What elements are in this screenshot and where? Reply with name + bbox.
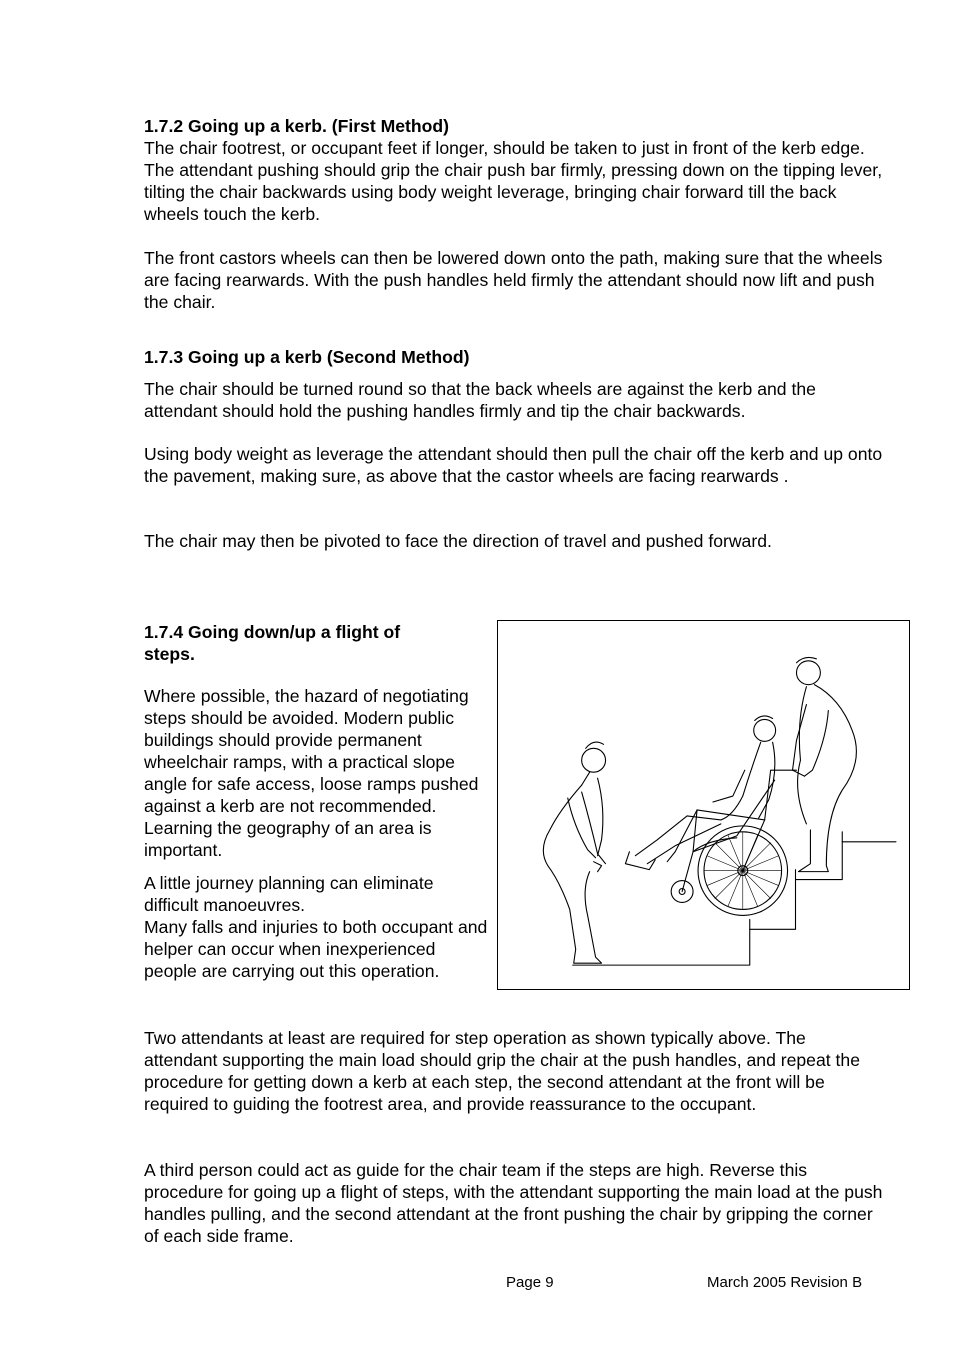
wheelchair-steps-illustration — [497, 620, 910, 990]
section-1-7-3-paragraph-3: The chair may then be pivoted to face the direction of travel and pushed forward. — [144, 531, 772, 551]
section-1-7-4-paragraph-2a: A little journey planning can eliminate difficult manoeuvres. — [144, 873, 434, 915]
section-1-7-4-paragraph-2b: Many falls and injuries to both occupant and helper can occur when inexperienced people are carrying out this operation. — [144, 917, 488, 981]
section-1-7-3-paragraph-1: The chair should be turned round so that the back wheels are against the kerb and the attendant should hold the pushing handles firmly and tip the chair backwards. — [144, 379, 816, 421]
section-1-7-4-heading: 1.7.4 Going down/up a flight of steps. — [144, 622, 401, 664]
section-1-7-3-heading: 1.7.3 Going up a kerb (Second Method) — [144, 347, 470, 367]
steps-outline — [573, 832, 896, 965]
wheelchair-figure — [667, 770, 796, 915]
section-1-7-4-paragraph-4: A third person could act as guide for the chair team if the steps are high. Reverse this procedure for going up a flight of steps, with the attendant supporting the main load at the push handles pulling, and the second attendant at the front pushing the chair by gripping the corner of each side frame. — [144, 1160, 883, 1246]
page-number: Page 9 — [506, 1274, 554, 1291]
section-1-7-3-paragraph-2: Using body weight as leverage the attendant should then pull the chair off the kerb and up onto the pavement, making sure, as above that the castor wheels are facing rearwards . — [144, 444, 883, 486]
section-1-7-2-heading: 1.7.2 Going up a kerb. (First Method) — [144, 116, 449, 136]
section-1-7-2-paragraph-2: The front castors wheels can then be lowered down onto the path, making sure that the wheels are facing rearwards. With the push handles held firmly the attendant should now lift and push the chair. — [144, 248, 883, 312]
rear-attendant-figure — [793, 657, 857, 871]
revision-label: March 2005 Revision B — [707, 1274, 863, 1291]
front-attendant-figure — [543, 742, 605, 963]
section-1-7-4-paragraph-1: Where possible, the hazard of negotiating steps should be avoided. Modern public buildings should provide permanent wheelchair ramps, with a practical slope angle for safe access, loose ramps pushed against a kerb are not recommended. Learning the geography of an area is important. — [144, 686, 479, 860]
section-1-7-2-paragraph-1: The chair footrest, or occupant feet if longer, should be taken to just in front of the kerb edge. The attendant pushing should grip the chair push bar firmly, pressing down on the tipping lever, tilting the chair backwards using body weight leverage, bringing chair forward till the back wheels touch the kerb. — [144, 138, 883, 224]
section-1-7-4-paragraph-3: Two attendants at least are required for step operation as shown typically above. The attendant supporting the main load should grip the chair at the push handles, and repeat the procedure for getting down a kerb at each step, the second attendant at the front will be required to guiding the footrest area, and provide reassurance to the occupant. — [144, 1028, 860, 1114]
